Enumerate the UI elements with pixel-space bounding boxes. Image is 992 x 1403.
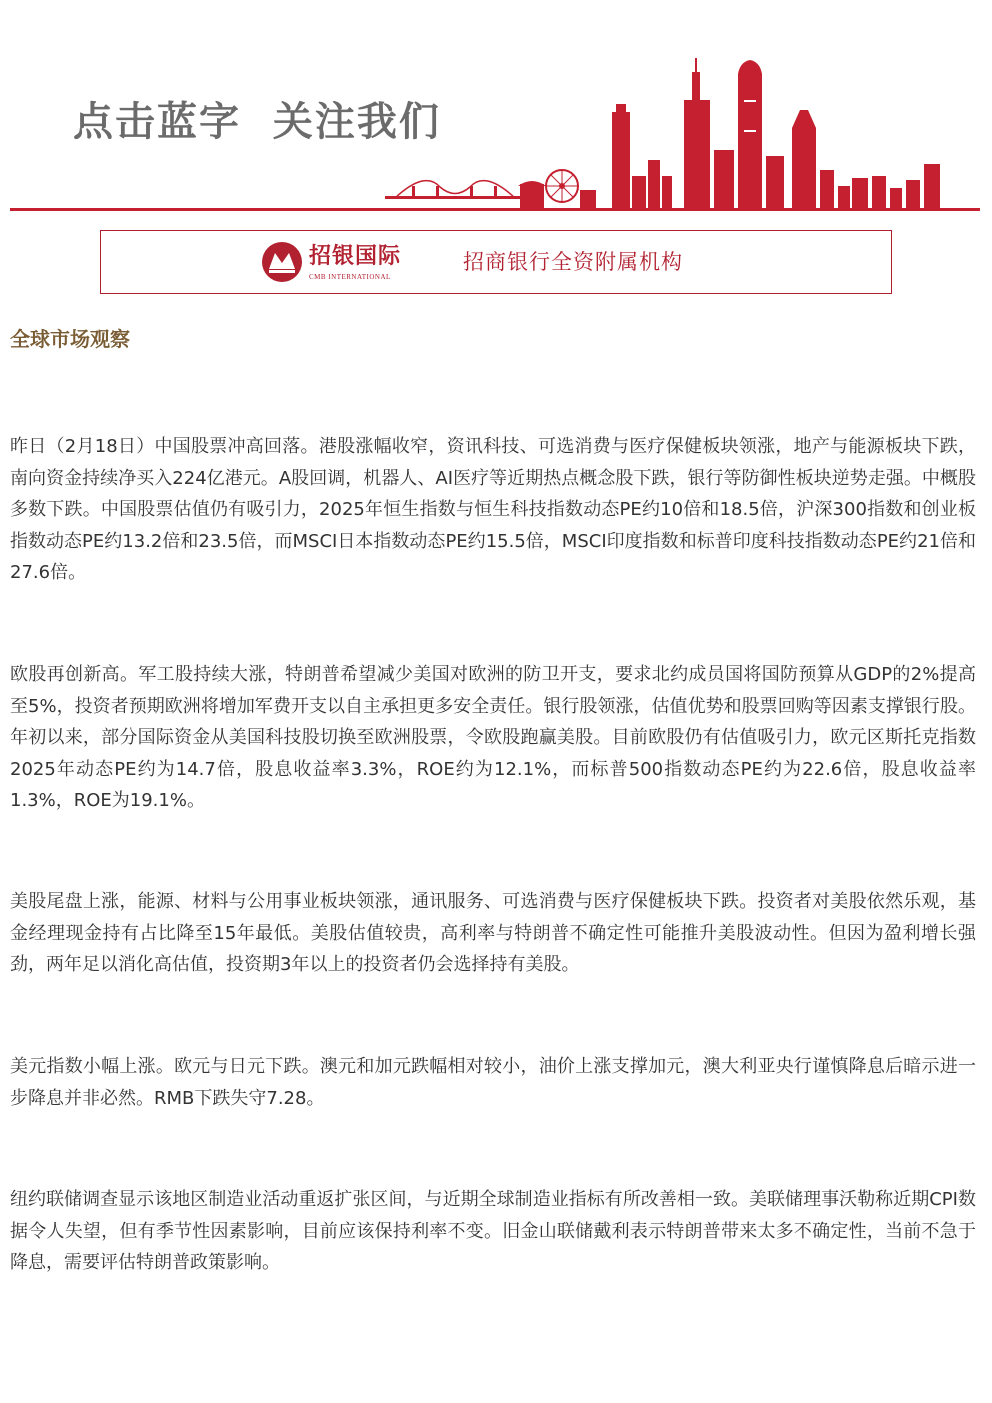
banner-slogan: 招商银行全资附属机构 [463, 250, 683, 274]
paragraph-european-equities: 欧股再创新高。军工股持续大涨，特朗普希望减少美国对欧洲的防卫开支，要求北约成员国将国防预算从GDP的2%提高至5%，投资者预期欧洲将增加军费开支以自主承担更多安全责任。银行股领涨，估值优势和股票回购等因素支撑银行股。年初以来，部分国际资金从美国科技股切换至欧洲股票，令欧股跑赢美股。目前欧股仍有估值吸引力，欧元区斯托克指数2025年动态PE约为14.7倍，股息收益率3.3%，ROE约为12.1%，而标普500指数动态PE约为22.6倍，股息收益率1.3%，ROE为19.1%。 [10, 664, 976, 811]
cmbi-logo-icon [261, 241, 303, 283]
city-skyline-illustration [0, 0, 992, 220]
cmbi-banner [100, 230, 892, 294]
section-title: 全球市场观察 [10, 327, 130, 351]
paragraph-fed: 纽约联储调查显示该地区制造业活动重返扩张区间，与近期全球制造业指标有所改善相一致。美联储理事沃勒称近期CPI数据令人失望，但有季节性因素影响，目前应该保持利率不变。旧金山联储戴利表示特朗普带来太多不确定性，当前不急于降息，需要评估特朗普政策影响。 [10, 1189, 976, 1273]
follow-us-title: 点击蓝字 关注我们 [73, 99, 441, 145]
paragraph-fx: 美元指数小幅上涨。欧元与日元下跌。澳元和加元跌幅相对较小，油价上涨支撑加元，澳大利亚央行谨慎降息后暗示进一步降息并非必然。RMB下跌失守7.28。 [10, 1056, 976, 1109]
page-header [0, 0, 992, 220]
brand-name-cn: 招银国际 [309, 243, 402, 269]
brand-name-en: CMB INTERNATIONAL [309, 273, 391, 281]
paragraph-china-equities: 昨日（2月18日）中国股票冲高回落。港股涨幅收窄，资讯科技、可选消费与医疗保健板块领涨，地产与能源板块下跌，南向资金持续净买入224亿港元。A股回调，机器人、AI医疗等近期热点概念股下跌，银行等防御性板块逆势走强。中概股多数下跌。中国股票估值仍有吸引力，2025年恒生指数与恒生科技指数动态PE约10倍和18.5倍，沪深300指数和创业板指数动态PE约13.2倍和23.5倍，而MSCI日本指数动态PE约15.5倍，MSCI印度指数和标普印度科技指数动态PE约21倍和27.6倍。 [10, 436, 976, 583]
paragraph-us-equities: 美股尾盘上涨，能源、材料与公用事业板块领涨，通讯服务、可选消费与医疗保健板块下跌。投资者对美股依然乐观，基金经理现金持有占比降至15年最低。美股估值较贵，高利率与特朗普不确定性可能推升美股波动性。但因为盈利增长强劲，两年足以消化高估值，投资期3年以上的投资者仍会选择持有美股。 [10, 891, 976, 975]
